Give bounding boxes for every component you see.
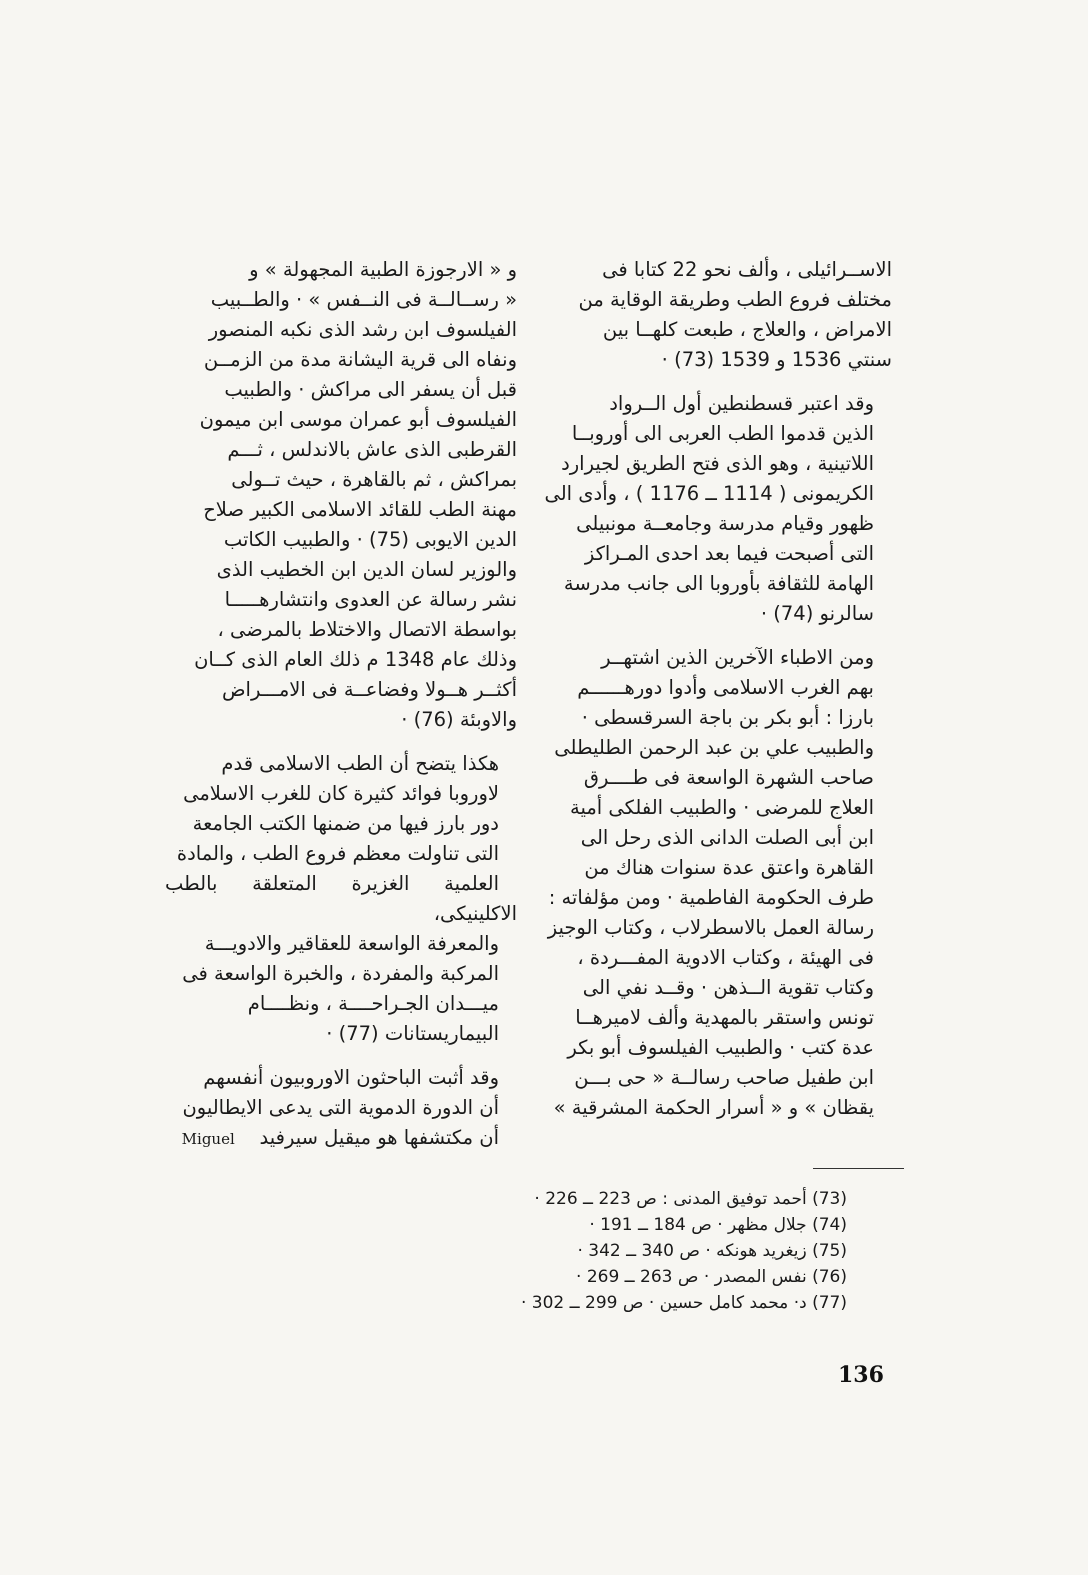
text-line: سنتي 1536 و 1539 (73) · <box>661 348 892 371</box>
text-line: والاوبئة (76) · <box>401 708 517 731</box>
text-line: مهنة الطب للقائد الاسلامى الكبير صلاح <box>203 498 517 521</box>
paragraph <box>165 255 517 735</box>
text-line: ابن طفيل صاحب رسالــة « حى بـــن <box>574 1066 874 1089</box>
text-line: يقظان » و « أسرار الحكمة المشرقية » <box>553 1096 874 1119</box>
text-line: أكثــر هــولا وفضاعــة فى الامـــراض <box>221 678 517 701</box>
text-line: الفيلسوف أبو عمران موسى ابن ميمون <box>199 408 517 431</box>
text-line: ونفاه الى قرية اليشانة مدة من الزمــن <box>203 348 517 371</box>
latin-word: Miguel <box>181 1130 235 1148</box>
text-line: والوزير لسان الدين ابن الخطيب الذى <box>216 558 517 581</box>
text-line: قبل أن يسفر الى مراكش · والطبيب <box>224 378 517 401</box>
page-number: 136 <box>838 1362 884 1388</box>
text-line: الامراض ، والعلاج ، طبعت كلهــا بين <box>602 318 892 341</box>
text-line: دور بارز فيها من ضمنها الكتب الجامعة <box>192 812 499 835</box>
text-line: سالرنو (74) · <box>760 602 874 625</box>
text-line: التى أصبحت فيما بعد احدى المـراكز <box>584 542 874 565</box>
text-line: بارزا : أبو بكر بن باجة السرقسطى · <box>581 706 874 729</box>
text-line: لاوروبا فوائد كثيرة كان للغرب الاسلامى <box>183 782 499 805</box>
text-fragment: أن مكتشفها هو ميقيل سيرفيد <box>259 1126 499 1149</box>
footnote: (75) زيغريد هونكه · ص 340 ــ 342 · <box>577 1241 847 1261</box>
paragraph <box>540 255 892 375</box>
footnote-separator <box>813 1168 904 1169</box>
text-line: البيماريستانات (77) · <box>326 1022 499 1045</box>
text-line: بهم الغرب الاسلامى وأدوا دورهــــــم <box>577 676 874 699</box>
text-line: هكذا يتضح أن الطب الاسلامى قدم <box>221 752 499 775</box>
text-line: الهامة للثقافة بأوروبا الى جانب مدرسة <box>563 572 874 595</box>
text-line: الاســرائيلى ، وألف نحو 22 كتابا فى <box>602 258 892 281</box>
right-text-column <box>540 255 892 1137</box>
text-line: القرطبى الذى عاش بالاندلس ، ثـــم <box>227 438 517 461</box>
text-line: تونس واستقر بالمهدية وألف لاميرهــا <box>575 1006 874 1029</box>
text-line: اللاتينية ، وهو الذى فتح الطريق لجيرارد <box>561 452 874 475</box>
text-line: وكتاب تقوية الــذهن · وقــد نفي الى <box>582 976 874 999</box>
text-line: ومن الاطباء الآخرين الذين اشتهــر <box>601 646 874 669</box>
footnote: (74) جلال مظهر · ص 184 ــ 191 · <box>589 1215 847 1235</box>
text-line: العلمية الغزيرة المتعلقة بالطب الاكلينيكى، <box>165 872 517 925</box>
footnote: (73) أحمد توفيق المدنى : ص 223 ــ 226 · <box>534 1189 847 1209</box>
text-line: ابن أبى الصلت الدانى الذى رحل الى <box>580 826 874 849</box>
paragraph <box>540 389 892 629</box>
text-line: صاحب الشهرة الواسعة فى طــــرق <box>583 766 874 789</box>
text-line <box>165 1123 517 1154</box>
paragraph <box>165 1063 517 1154</box>
paragraph <box>540 643 892 1123</box>
text-line: مختلف فروع الطب وطريقة الوقاية من <box>578 288 892 311</box>
text-line: الذين قدموا الطب العربى الى أوروبــا <box>571 422 874 445</box>
text-line: ظهور وقيام مدرسة وجامعــة مونبيلى <box>576 512 874 535</box>
text-line: عدة كتب · والطبيب الفيلسوف أبو بكر <box>567 1036 874 1059</box>
text-line: التى تناولت معظم فروع الطب ، والمادة <box>176 842 499 865</box>
footnotes <box>420 1186 847 1316</box>
footnote: (77) د· محمد كامل حسين · ص 299 ــ 302 · <box>520 1293 847 1313</box>
footnote: (76) نفس المصدر · ص 263 ــ 269 · <box>576 1267 847 1287</box>
text-line: طرف الحكومة الفاطمية · ومن مؤلفاته : <box>548 886 874 909</box>
text-line: الفيلسوف ابن رشد الذى نكبه المنصور <box>208 318 517 341</box>
paragraph <box>165 749 517 1049</box>
text-line: وذلك عام 1348 م ذلك العام الذى كــان <box>194 648 517 671</box>
text-line: الكريمونى ( 1114 ــ 1176 ) ، وأدى الى <box>544 482 874 505</box>
text-line: ميـــدان الجـراحــــة ، ونظــــام <box>247 992 499 1015</box>
text-line: والمعرفة الواسعة للعقاقير والادويـــة <box>204 932 499 955</box>
text-line: رسالة العمل بالاسطرلاب ، وكتاب الوجيز <box>547 916 874 939</box>
text-line: وقد أثبت الباحثون الاوروبيون أنفسهم <box>203 1066 499 1089</box>
text-line: الدين الايوبى (75) · والطبيب الكاتب <box>223 528 517 551</box>
text-line: العلاج للمرضى · والطبيب الفلكى أمية <box>569 796 874 819</box>
text-line: نشر رسالة عن العدوى وانتشارهـــــا <box>224 588 517 611</box>
text-line: والطبيب علي بن عبد الرحمن الطليطلى <box>554 736 874 759</box>
text-line: أن الدورة الدموية التى يدعى الايطاليون <box>182 1096 499 1119</box>
text-line: « رســالــة فى النــفس » · والطــبيب <box>210 288 517 311</box>
text-line: المركبة والمفردة ، والخبرة الواسعة فى <box>182 962 499 985</box>
text-line: بمراكش ، ثم بالقاهرة ، حيث تــولى <box>231 468 517 491</box>
left-text-column <box>165 255 517 1168</box>
text-line: بواسطة الاتصال والاختلاط بالمرضى ، <box>217 618 517 641</box>
text-line: وقد اعتبر قسطنطين أول الــرواد <box>609 392 874 415</box>
text-line: القاهرة واعتق عدة سنوات هناك من <box>584 856 874 879</box>
text-line: فى الهيئة ، وكتاب الادوية المفـــردة ، <box>577 946 874 969</box>
text-line: و « الارجوزة الطبية المجهولة » و <box>249 258 517 281</box>
